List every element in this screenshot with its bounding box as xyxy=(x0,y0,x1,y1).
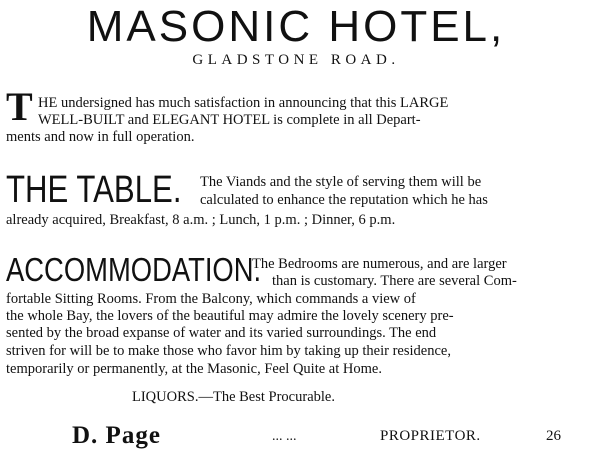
page-title: MASONIC HOTEL, xyxy=(86,2,506,51)
paragraph1-line: HE undersigned has much satisfaction in announcing that this LARGE xyxy=(38,95,449,111)
proprietor-name: D. Page xyxy=(72,422,161,449)
leader-dots: ... ... xyxy=(272,429,297,444)
paragraph1-line: ments and now in full operation. xyxy=(6,129,195,145)
paragraph2-line: calculated to enhance the reputation which he has xyxy=(200,192,488,208)
paragraph3-line: fortable Sitting Rooms. From the Balcony, which commands a view of xyxy=(6,291,416,307)
paragraph2-line: already acquired, Breakfast, 8 a.m. ; Lunch, 1 p.m. ; Dinner, 6 p.m. xyxy=(6,212,396,228)
ad-number: 26 xyxy=(546,428,561,444)
paragraph3-line: than is customary. There are several Com- xyxy=(272,273,517,289)
drop-cap: T xyxy=(6,84,33,129)
section-heading-table: THE TABLE. xyxy=(6,169,182,211)
section-heading-accommodation: ACCOMMODATION. xyxy=(6,251,262,288)
paragraph3-line: temporarily or permanently, at the Masonic, Feel Quite at Home. xyxy=(6,361,382,377)
paragraph1-line: WELL-BUILT and ELEGANT HOTEL is complete in all Depart- xyxy=(38,112,421,128)
proprietor-role: PROPRIETOR. xyxy=(380,428,481,444)
paragraph3-line: striven for will be to make those who favor him by taking up their residence, xyxy=(6,343,451,359)
liquors-note: LIQUORS.—The Best Procurable. xyxy=(132,389,335,405)
paragraph3-line: The Bedrooms are numerous, and are larger xyxy=(252,256,507,272)
page-subtitle: GLADSTONE ROAD. xyxy=(192,52,400,68)
paragraph2-line: The Viands and the style of serving them will be xyxy=(200,174,482,190)
paragraph3-line: sented by the broad expanse of water and its varied surroundings. The end xyxy=(6,325,437,341)
paragraph3-line: the whole Bay, the lovers of the beautiful may admire the lovely scenery pre- xyxy=(6,308,454,324)
